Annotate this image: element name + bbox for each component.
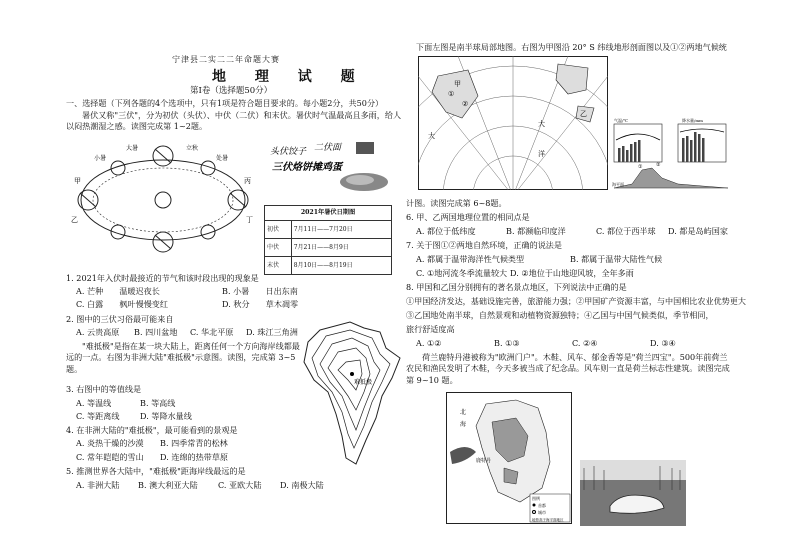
table-cell: 初伏 xyxy=(265,221,292,239)
option: A. 云贵高原 xyxy=(76,327,120,337)
option: B. 小暑 日出东南 xyxy=(222,286,298,296)
map-legend-label: 首都 xyxy=(538,503,546,508)
pole-marker-icon xyxy=(350,372,354,376)
chart-axis-label: 降水量/mm xyxy=(682,118,703,123)
sun-icon xyxy=(155,192,171,208)
option: B. 四川盆地 xyxy=(134,327,178,337)
exam-name: 宁津县二实二二年命题大赛 xyxy=(172,55,280,64)
option: D. ③④ xyxy=(650,338,676,348)
map-label: 大 xyxy=(428,132,435,140)
option: C. 华北平原 xyxy=(190,327,234,337)
table-cell: 8月10日——8月19日 xyxy=(291,257,391,275)
option: B. ①③ xyxy=(494,338,520,348)
question-8-detail: 旅行舒适度高 xyxy=(406,324,455,334)
capital-icon xyxy=(533,504,536,507)
option: B. 澳大利亚大陆 xyxy=(138,480,198,490)
option: C. 白露 枫叶慢慢变红 xyxy=(76,299,168,309)
map-label: 海 xyxy=(460,421,467,428)
subject-title: 地 理 试 题 xyxy=(212,69,367,85)
option: A. 等温线 xyxy=(76,398,112,408)
option: C. 都位于西半球 xyxy=(596,226,656,236)
option: D. 等降水量线 xyxy=(140,411,192,421)
passage-southern: 计图。读图完成第 6~8题。 xyxy=(406,198,507,208)
question-5: 5. 推测世界各大陆中，"难抵极"距海岸线最远的是 xyxy=(66,466,246,476)
option: B. 都濒临印度洋 xyxy=(506,226,566,236)
orbit-label: 丁 xyxy=(246,216,253,224)
orbit-label: 甲 xyxy=(74,177,81,185)
figure-intro: 下面左图是南半球局部地图。右图为甲图沿 20° S 纬线地形剖面图以及①②两地气候统 xyxy=(416,42,727,52)
orbit-label: 处暑 xyxy=(216,155,229,162)
question-3: 3. 右图中的等值线是 xyxy=(66,384,142,394)
option: A. ①② xyxy=(416,338,442,348)
table-cell: 末伏 xyxy=(265,257,292,275)
option: A. 都属于温带海洋性气候类型 xyxy=(416,254,525,264)
chart-axis-label: 气温/℃ xyxy=(614,118,628,123)
question-8-detail: ③乙国地处南半球，自然景观和动植物资源独特；④乙国与中国气候类似，季节相同， xyxy=(406,310,714,320)
map-label: 难抵极 xyxy=(354,379,373,386)
holiday-table xyxy=(264,205,392,275)
option: B. 四季常青的松林 xyxy=(160,438,228,448)
question-2: 2. 图中的三伏习俗最可能来自 xyxy=(66,314,174,324)
map-label: ② xyxy=(462,100,469,108)
option: C. 常年皑皑的雪山 xyxy=(76,452,144,462)
option: C. ①地河流冬季流量较大 xyxy=(416,268,508,278)
map-legend-label: 城市 xyxy=(538,510,546,515)
map-legend-label: 地势高于海平面地区 xyxy=(532,518,564,522)
table-row xyxy=(265,239,392,257)
map-label: 北 xyxy=(460,409,467,416)
option: A. 炎热干燥的沙漠 xyxy=(76,438,144,448)
orbit-label: 立秋 xyxy=(186,145,199,152)
option: D. 南极大陆 xyxy=(280,480,324,490)
map-label: 甲 xyxy=(454,80,461,88)
option: D. 连绵的热带草原 xyxy=(160,452,229,462)
chart-label: ① xyxy=(638,164,643,170)
windmill-clog-photo xyxy=(580,460,686,526)
chart-label: 海平面 xyxy=(612,182,624,187)
option: A. 非洲大陆 xyxy=(76,480,120,490)
passage-summer: 暑伏又称"三伏"，分为初伏（头伏）、中伏（二伏）和末伏。暑伏时气温最高且多雨，给人以闷热潮湿之感。读图完成第 1~2题。 xyxy=(66,110,402,132)
banner-text: 头伏饺子 xyxy=(270,147,307,157)
option: D. 珠江三角洲 xyxy=(246,327,298,337)
orbit-label: 大暑 xyxy=(126,145,139,152)
map-label: 鹿特丹 xyxy=(476,458,492,464)
netherlands-map xyxy=(446,392,572,524)
map-label: 洋 xyxy=(538,150,545,158)
passage-netherlands: 荷兰鹿特丹港被称为"欧洲门户"。木鞋、风车、郁金香等是"荷兰四宝"。500年前荷兰农民和渔民发明了木鞋，今天多被当成了纪念品。风车则一直是荷兰标志性建筑。读图完成第 9~10 题。 xyxy=(406,352,730,385)
holiday-table-title: 2021年暑伏日期图 xyxy=(265,206,392,221)
option: C. 等距离线 xyxy=(76,411,120,421)
volume-label: 第Ⅰ卷（选择题50分） xyxy=(190,86,273,96)
southern-hemisphere-map xyxy=(418,56,608,190)
passage-africa: "难抵极"是指在某一块大陆上，距离任何一个方向海岸线都最远的一点。右图为非洲大陆"难抵极"示意图。读图，完成第 3~5题。 xyxy=(66,341,300,374)
option: D. ②地位于山地迎风坡，全年多雨 xyxy=(510,268,634,278)
climate-charts xyxy=(612,118,730,192)
option: B. 都属于温带大陆性气候 xyxy=(570,254,663,264)
orbit-label: 小暑 xyxy=(94,155,107,162)
option: B. 等高线 xyxy=(140,398,176,408)
map-legend-label: 图例 xyxy=(532,496,540,501)
map-label: 大 xyxy=(538,120,545,128)
question-6: 6. 甲、乙两国地理位置的相同点是 xyxy=(406,212,530,222)
africa-contour-map xyxy=(302,318,404,470)
option: A. 芒种 温暖迟夜长 xyxy=(76,286,160,296)
table-row xyxy=(265,257,392,275)
orbit-label: 丙 xyxy=(244,177,251,185)
table-cell: 中伏 xyxy=(265,239,292,257)
chart-label: ② xyxy=(656,162,661,168)
option: A. 都位于低纬度 xyxy=(416,226,476,236)
question-4: 4. 在非洲大陆的"难抵极"，最可能看到的景观是 xyxy=(66,425,238,435)
table-row xyxy=(265,221,392,239)
option: D. 都是岛屿国家 xyxy=(668,226,728,236)
question-8-detail: ①甲国经济发达，基础设施完善，旅游能力强；②甲国矿产资源丰富，与中国相比农业优势更大 xyxy=(406,296,746,306)
earth-orbit-diagram xyxy=(66,138,261,260)
option: C. ②④ xyxy=(572,338,598,348)
section-intro: 一、选择题（下列各题的4个选项中，只有1项是符合题目要求的。每小题2分，共50分） xyxy=(66,98,384,108)
question-7: 7. 关于图①②两地自然环境，正确的说法是 xyxy=(406,240,562,250)
map-label: ① xyxy=(448,90,455,98)
table-cell: 7月11日——7月20日 xyxy=(291,221,391,239)
map-label: 乙 xyxy=(580,110,587,118)
question-8: 8. 甲国和乙国分别拥有的著名景点地区，下列说法中正确的是 xyxy=(406,282,627,292)
banner-text: 三伏烙饼摊鸡蛋 xyxy=(272,162,342,173)
summer-custom-banner xyxy=(264,136,392,196)
question-1: 1. 2021年入伏时最接近的节气和该时段出现的现象是 xyxy=(66,273,259,283)
option: C. 亚欧大陆 xyxy=(218,480,262,490)
option: D. 秋分 草木凋零 xyxy=(222,299,299,309)
orbit-label: 乙 xyxy=(71,216,78,224)
table-cell: 7月21日——8月9日 xyxy=(291,239,391,257)
banner-text: 二伏面 xyxy=(314,143,342,153)
